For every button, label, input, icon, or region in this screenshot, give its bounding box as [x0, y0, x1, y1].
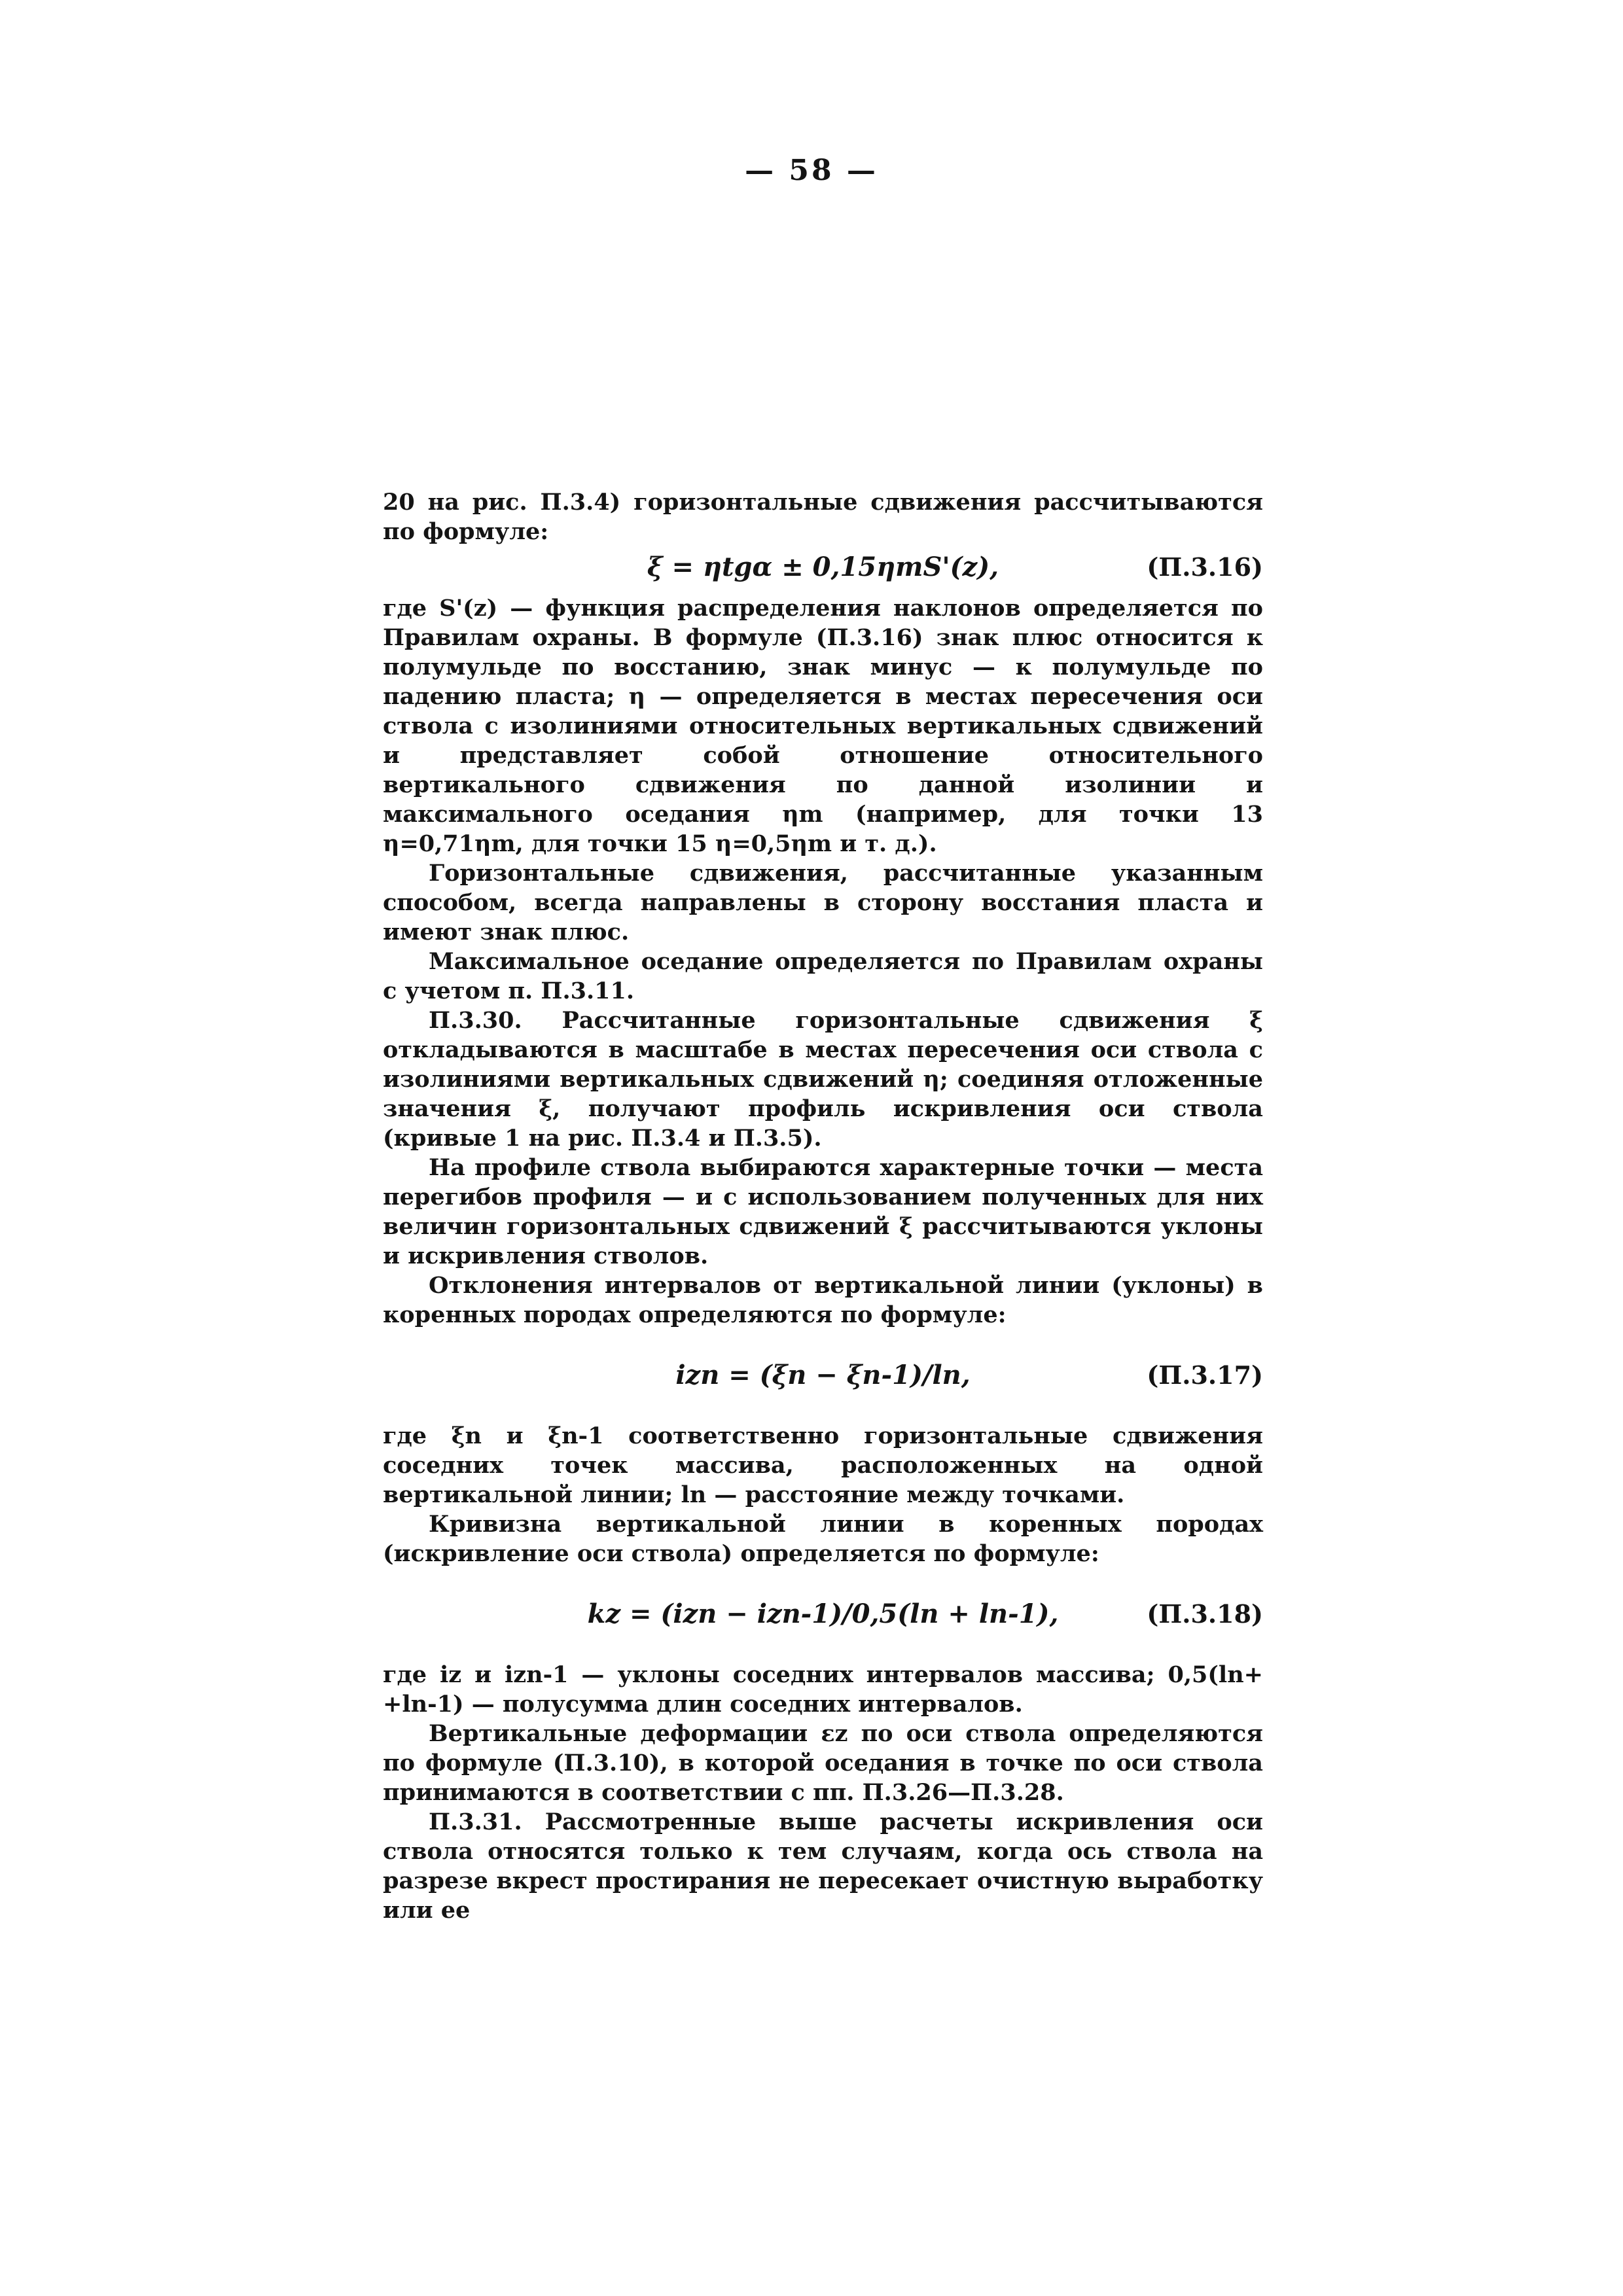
paragraph-curvature: Кривизна вертикальной линии в коренных породах (искривление оси ствола) определяется по формуле: — [383, 1511, 1263, 1567]
equation-p3-17 — [383, 1356, 1263, 1395]
paragraph-max-subsidence: Максимальное оседание определяется по Правилам охраны с учетом п. П.3.11. — [383, 948, 1263, 1004]
paragraph-where-s: где S'(z) — функция распределения наклонов определяется по Правилам охраны. В формуле (П.3.16) знак плюс относится к полумульде по восстанию, знак минус — к полумульде по падению пласта; η — определяется в местах пересечения оси ствола с изолиниями относительных вертикальных сдвижений и представляет собой отношение относительного вертикального сдвижения по данной изолинии и максимального оседания ηm (например, для точки 13 η=0,71ηm, для точки 15 η=0,5ηm и т. д.). — [383, 595, 1263, 857]
paragraph-deviations: Отклонения интервалов от вертикальной линии (уклоны) в коренных породах определяются по формуле: — [383, 1272, 1263, 1328]
paragraph-p3-30: П.3.30. Рассчитанные горизонтальные сдвижения ξ откладываются в масштабе в местах пересечения оси ствола с изолиниями вертикальных сдвижений η; соединяя отложенные значения ξ, получают профиль искривления оси ствола (кривые 1 на рис. П.3.4 и П.3.5). — [383, 1007, 1263, 1152]
paragraph-profile: На профиле ствола выбираются характерные точки — места перегибов профиля — и с использованием полученных для них величин горизонтальных сдвижений ξ рассчитываются уклоны и искривления стволов. — [383, 1154, 1263, 1269]
paragraph-where-i: где iz и izn-1 — уклоны соседних интервалов массива; 0,5(ln+ +ln-1) — полусумма длин соседних интервалов. — [383, 1661, 1263, 1718]
paragraph-p3-31: П.3.31. Рассмотренные выше расчеты искривления оси ствола относятся только к тем случаям, когда ось ствола на разрезе вкрест простирания не пересекает очистную выработку или ее — [383, 1809, 1263, 1924]
equation-number: (П.3.17) — [1147, 1360, 1263, 1390]
equation-p3-18 — [383, 1595, 1263, 1634]
text-body — [383, 487, 1263, 1925]
equation-number: (П.3.18) — [1147, 1599, 1263, 1629]
equation-p3-16 — [383, 548, 1263, 587]
equation-formula: izn = (ξn − ξn-1)/ln, — [675, 1360, 971, 1390]
equation-formula: ξ = ηtgα ± 0,15ηmS'(z), — [647, 552, 999, 582]
paragraph-horizontal: Горизонтальные сдвижения, рассчитанные указанным способом, всегда направлены в сторону восстания пласта и имеют знак плюс. — [383, 860, 1263, 945]
paragraph-vertical-deformations: Вертикальные деформации εz по оси ствола определяются по формуле (П.3.10), в которой оседания в точке по оси ствола принимаются в соответствии с пп. П.3.26—П.3.28. — [383, 1720, 1263, 1806]
equation-formula: kz = (izn − izn-1)/0,5(ln + ln-1), — [587, 1598, 1059, 1629]
paragraph-where-xi: где ξn и ξn-1 соответственно горизонтальные сдвижения соседних точек массива, расположенных на одной вертикальной линии; ln — расстояние между точками. — [383, 1422, 1263, 1508]
page-number: — 58 — — [745, 154, 878, 187]
paragraph-intro: 20 на рис. П.3.4) горизонтальные сдвижения рассчитываются по формуле: — [383, 489, 1263, 545]
equation-number: (П.3.16) — [1147, 552, 1263, 582]
